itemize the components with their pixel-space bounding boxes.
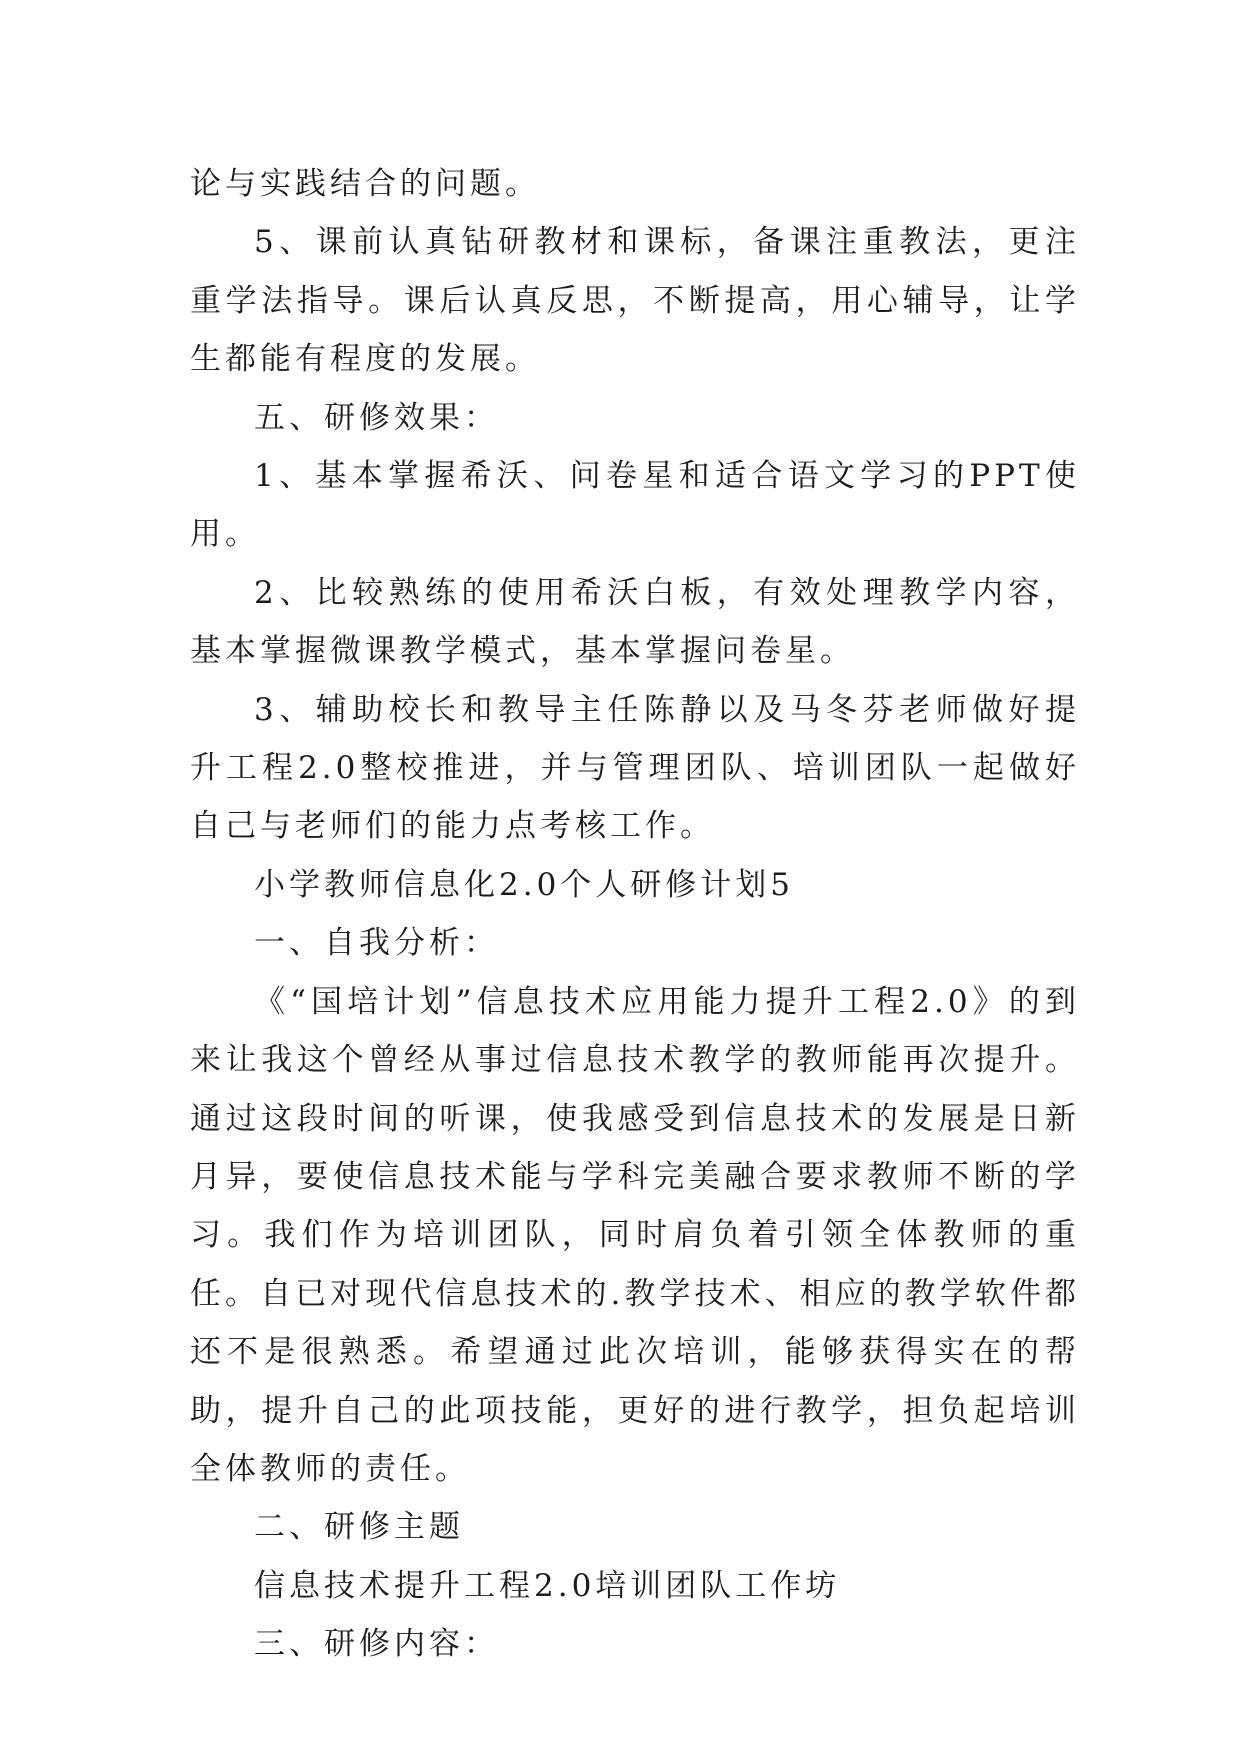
document-body xyxy=(190,155,1080,1674)
list-item: 2、比较熟练的使用希沃白板，有效处理教学内容，基本掌握微课教学模式，基本掌握问卷星。 xyxy=(190,574,1080,670)
paragraph: 《“国培计划”信息技术应用能力提升工程2.0》的到来让我这个曾经从事过信息技术教学的教师能再次提升。通过这段时间的听课，使我感受到信息技术的发展是日新月异，要使信息技术能与学科完美融合要求教师不断的学习。我们作为培训团队，同时肩负着引领全体教师的重任。自已对现代信息技术的.教学技术、相应的教学软件都还不是很熟悉。希望通过此次培训，能够获得实在的帮助，提升自己的此项技能，更好的进行教学，担负起培训全体教师的责任。 xyxy=(190,983,1080,1487)
section-heading: 三、研修内容： xyxy=(254,1626,499,1663)
section-heading: 二、研修主题 xyxy=(254,1509,464,1546)
section-heading: 五、研修效果： xyxy=(254,399,499,436)
document-title: 小学教师信息化2.0个人研修计划5 xyxy=(254,866,795,903)
list-item: 1、基本掌握希沃、问卷星和适合语文学习的PPT使用。 xyxy=(190,458,1080,553)
paragraph: 论与实践结合的问题。 xyxy=(190,166,540,202)
paragraph: 5、课前认真钻研教材和课标，备课注重教法，更注重学法指导。课后认真反思，不断提高，用心辅导，让学生都能有程度的发展。 xyxy=(190,224,1080,378)
paragraph: 信息技术提升工程2.0培训团队工作坊 xyxy=(254,1567,841,1604)
section-heading: 一、自我分析： xyxy=(254,925,499,962)
list-item: 3、辅助校长和教导主任陈静以及马冬芬老师做好提升工程2.0整校推进，并与管理团队、培训团队一起做好自己与老师们的能力点考核工作。 xyxy=(190,691,1080,845)
